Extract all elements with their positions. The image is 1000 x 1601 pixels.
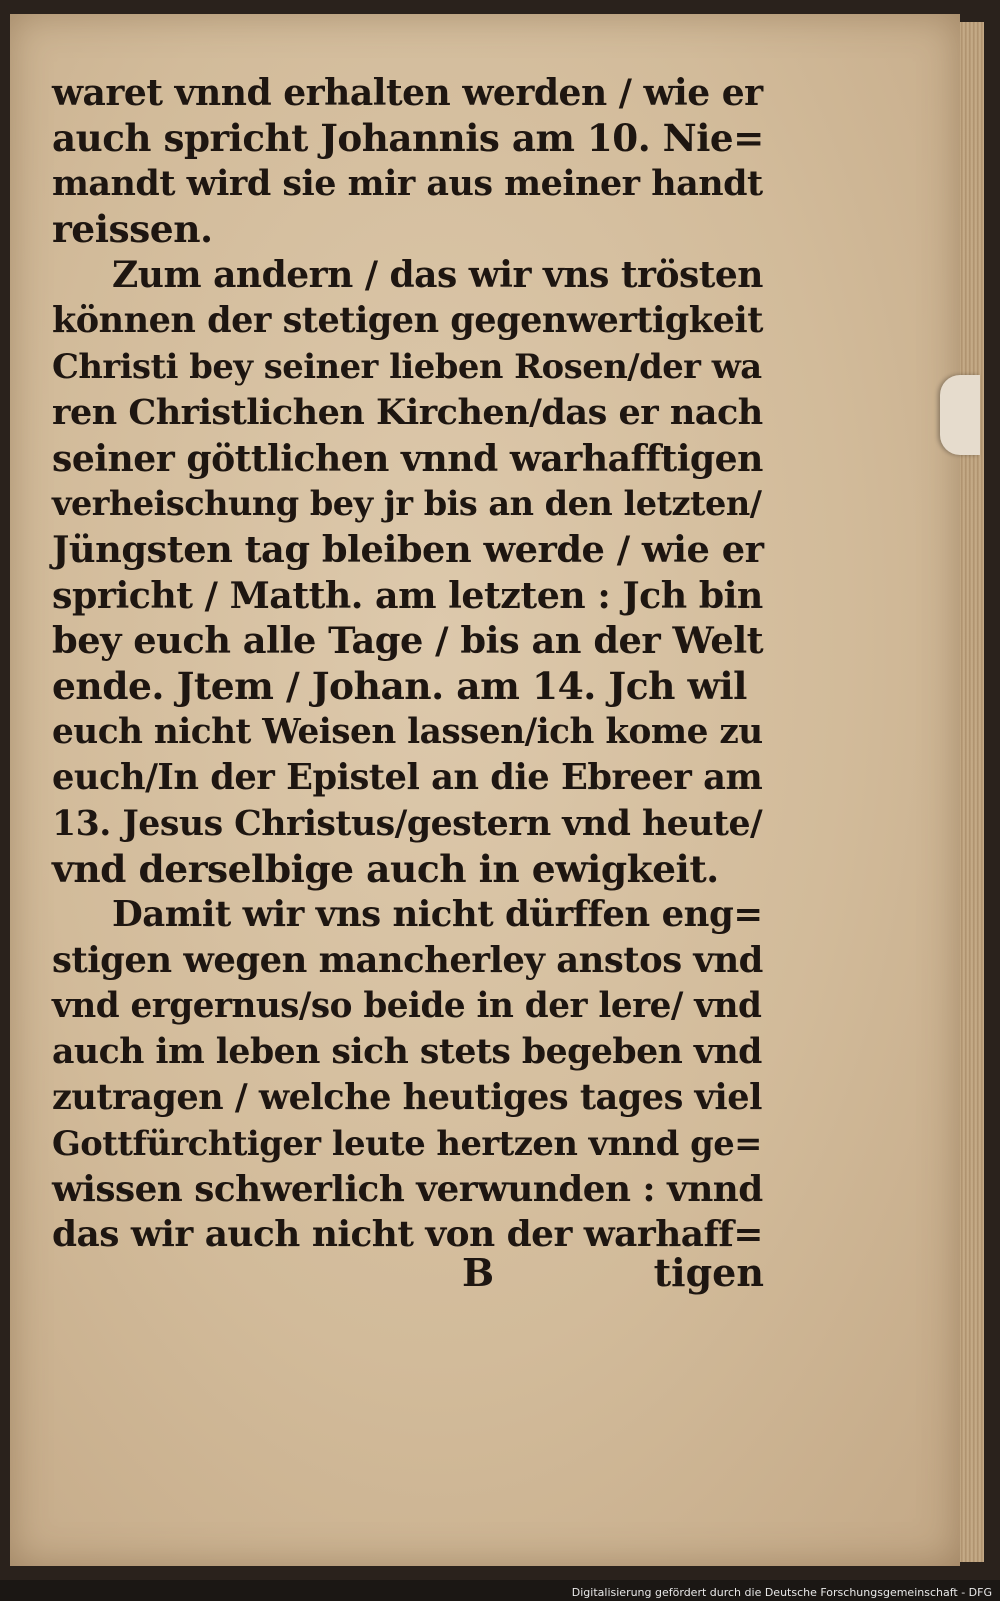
text-line: waret vnnd erhalten werden / wie er [52,71,763,114]
text-line: Christi bey seiner lieben Rosen/der wa [52,346,762,387]
text-line: vnd derselbige auch in ewigkeit. [52,846,719,891]
text-line: ren Christlichen Kirchen/das er nach [52,391,763,433]
catchword: tigen [653,1250,764,1295]
text-line: auch spricht Johannis am 10. Nie= [52,115,764,160]
text-line: Zum andern / das wir vns trösten [112,253,763,296]
text-line: ende. Jtem / Johan. am 14. Jch wil [52,663,747,708]
text-line: auch im leben sich stets begeben vnd [52,1031,762,1073]
text-line: Gottfürchtiger leute hertzen vnnd ge= [52,1122,762,1163]
text-line: vnd ergernus/so beide in der lere/ vnd [52,985,762,1026]
text-line: stigen wegen mancherley anstos vnd [52,940,763,982]
text-line: seiner göttlichen vnnd warhafftigen [52,436,763,480]
text-line: euch nicht Weisen lassen/ich kome zu [52,711,763,752]
text-line: können der stetigen gegenwertigkeit [52,300,763,342]
text-line: bey euch alle Tage / bis an der Welt [52,618,764,663]
text-line: wissen schwerlich verwunden : vnnd [52,1167,763,1210]
signature-mark: B [462,1250,495,1295]
text-line: reissen. [52,207,213,252]
text-line: verheischung bey jr bis an den letzten/ [52,484,762,524]
text-line: mandt wird sie mir aus meiner handt [52,163,763,205]
text-line: spricht / Matth. am letzten : Jch bin [52,573,763,617]
page-footer [52,1250,764,1295]
text-line: Jüngsten tag bleiben werde / wie er [52,526,764,571]
digitization-credit: Digitalisierung gefördert durch die Deutsche Forschungsgemeinschaft - DFG [571,1586,992,1599]
text-line: 13. Jesus Christus/gestern vnd heute/ [52,803,763,844]
text-line: das wir auch nicht von der warhaff= [52,1213,763,1256]
text-line: Damit wir vns nicht dürffen eng= [112,894,763,936]
page-text [52,70,772,1258]
page-tab [940,375,980,455]
text-line: zutragen / welche heutiges tages viel [52,1077,762,1119]
text-line: euch/In der Epistel an die Ebreer am [52,757,763,799]
